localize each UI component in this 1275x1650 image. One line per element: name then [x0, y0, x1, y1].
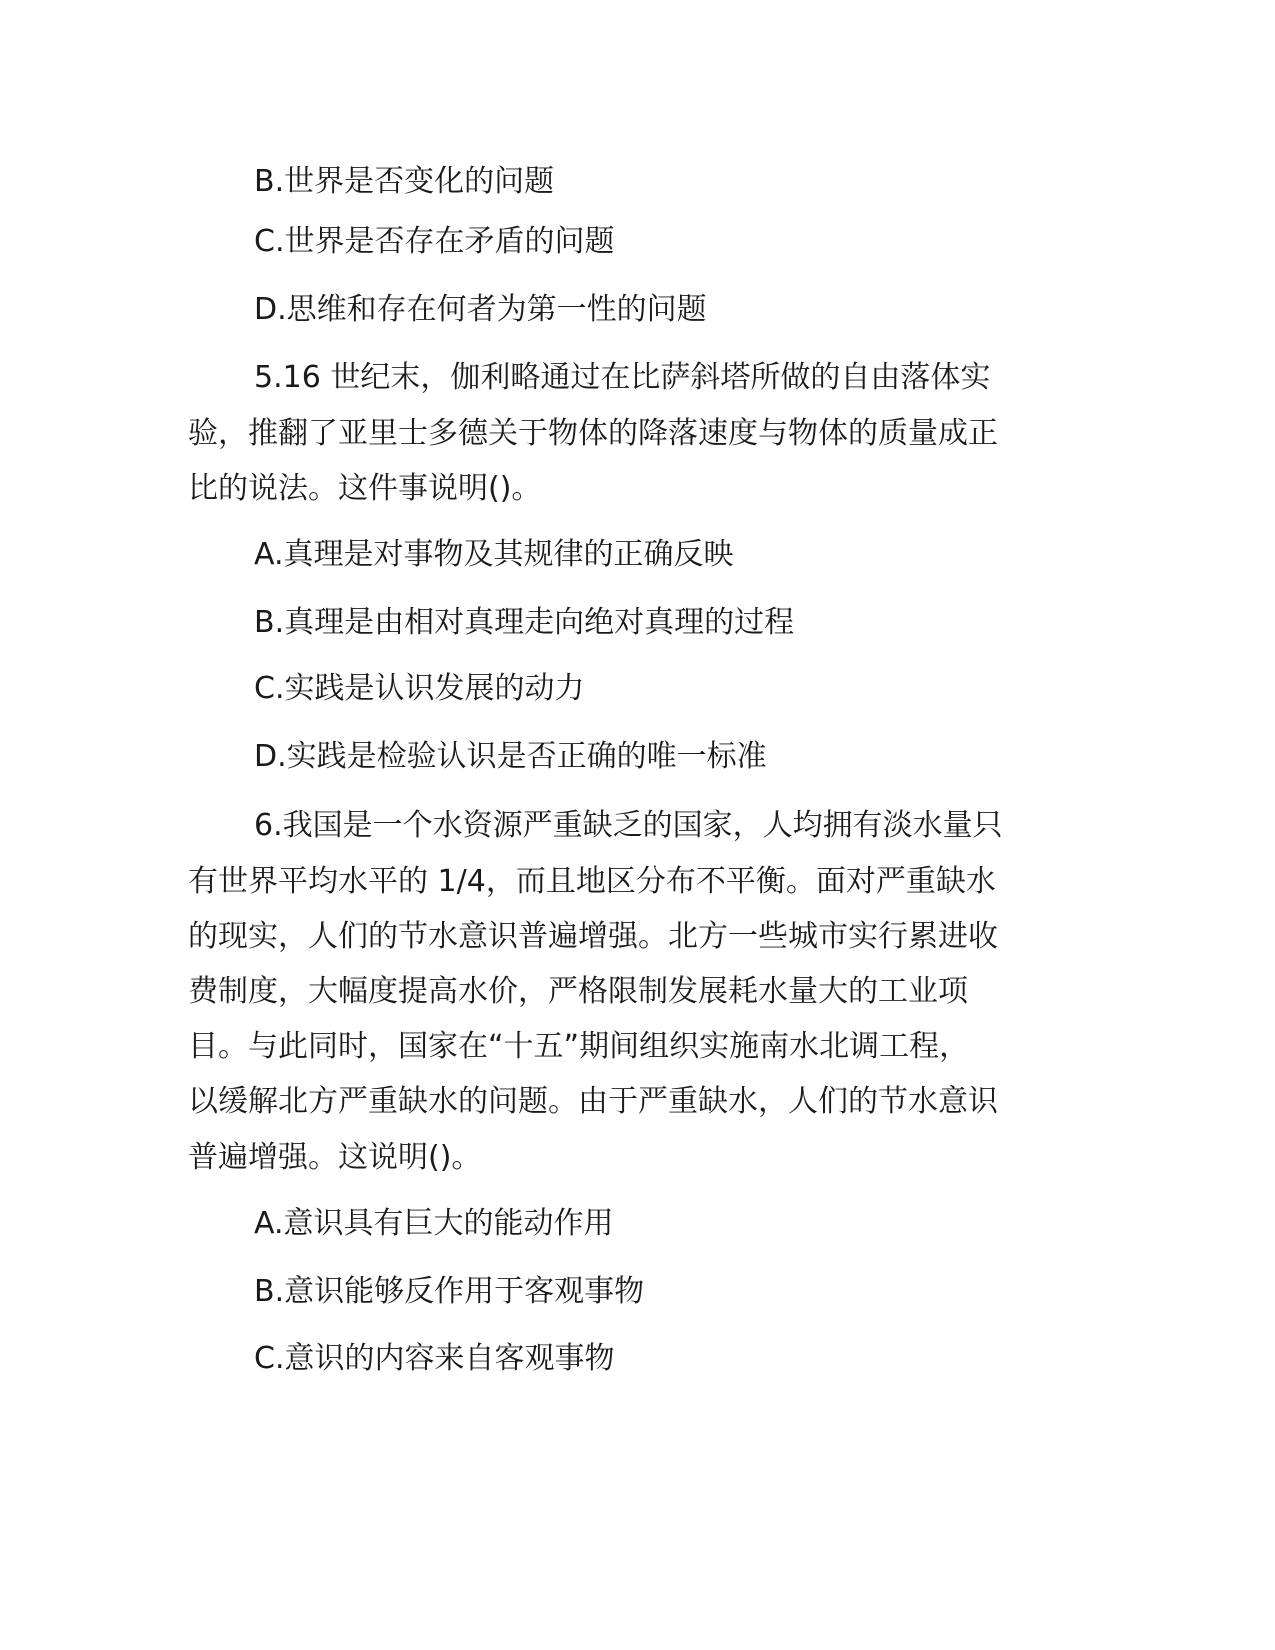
q6-stem-line-5: 目。与此同时，国家在“十五”期间组织实施南水北调工程， [188, 1029, 970, 1064]
q5-stem-line-3: 比的说法。这件事说明()。 [188, 471, 542, 506]
q6-stem-line-4: 费制度，大幅度提高水价，严格限制发展耗水量大的工业项 [188, 974, 968, 1009]
q6-option-c: C.意识的内容来自客观事物 [254, 1341, 615, 1376]
q4-option-c: C.世界是否存在矛盾的问题 [254, 224, 615, 259]
q5-option-a: A.真理是对事物及其规律的正确反映 [254, 537, 734, 572]
q6-stem-line-3: 的现实，人们的节水意识普遍增强。北方一些城市实行累进收 [188, 919, 998, 954]
q6-stem-line-6: 以缓解北方严重缺水的问题。由于严重缺水，人们的节水意识 [188, 1084, 998, 1119]
q5-option-b: B.真理是由相对真理走向绝对真理的过程 [254, 605, 795, 640]
q4-option-b: B.世界是否变化的问题 [254, 164, 555, 199]
q5-option-d: D.实践是检验认识是否正确的唯一标准 [254, 739, 767, 774]
q6-stem-line-1: 6.我国是一个水资源严重缺乏的国家，人均拥有淡水量只 [254, 808, 1003, 843]
q5-option-c: C.实践是认识发展的动力 [254, 671, 585, 706]
q6-option-a: A.意识具有巨大的能动作用 [254, 1206, 614, 1241]
q5-stem-line-2: 验，推翻了亚里士多德关于物体的降落速度与物体的质量成正 [188, 416, 998, 451]
q6-stem-line-7: 普遍增强。这说明()。 [188, 1140, 482, 1175]
q6-stem-line-2: 有世界平均水平的 1/4，而且地区分布不平衡。面对严重缺水 [188, 864, 996, 899]
q4-option-d: D.思维和存在何者为第一性的问题 [254, 292, 707, 327]
q5-stem-line-1: 5.16 世纪末，伽利略通过在比萨斜塔所做的自由落体实 [254, 360, 991, 395]
q6-option-b: B.意识能够反作用于客观事物 [254, 1274, 645, 1309]
